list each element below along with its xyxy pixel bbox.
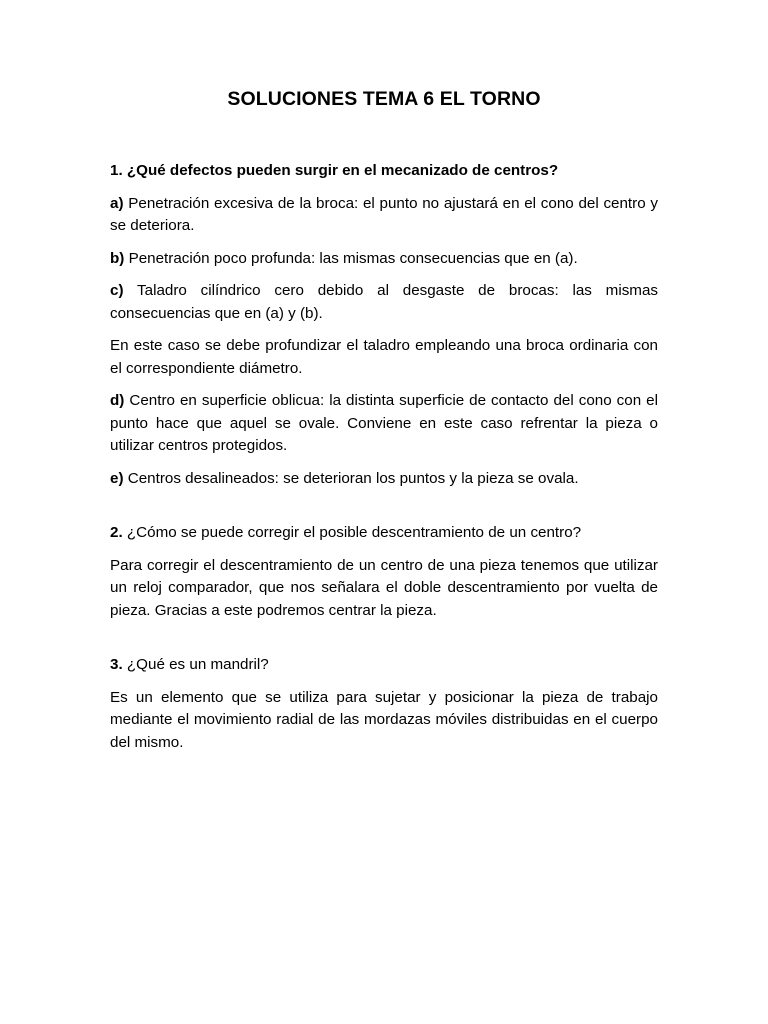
answer-e (110, 468, 658, 491)
answer-c-note: En este caso se debe profundizar el taladro empleando una broca ordinaria con el correspondiente diámetro. (110, 337, 658, 377)
answer-b-prefix: b) (110, 249, 125, 267)
answer-e-prefix: e) (110, 469, 124, 487)
answer-b-text: Penetración poco profunda: las mismas consecuencias que en (a). (128, 249, 578, 267)
answer-a (110, 193, 658, 238)
page-title: SOLUCIONES TEMA 6 EL TORNO (227, 88, 541, 110)
question-2-number: 2. (110, 524, 123, 541)
answer-b (110, 248, 658, 271)
question-3 (110, 654, 658, 677)
answer-3: Es un elemento que se utiliza para sujetar y posicionar la pieza de trabajo mediante el movimiento radial de las mordazas móviles distribuidas en el cuerpo del mismo. (110, 688, 658, 751)
section-gap (110, 632, 658, 654)
answer-a-prefix: a) (110, 194, 124, 212)
question-3-text: ¿Qué es un mandril? (126, 656, 269, 673)
section-gap (110, 500, 658, 522)
answer-c-prefix: c) (110, 282, 124, 299)
question-2 (110, 522, 658, 545)
answer-2: Para corregir el descentramiento de un centro de una pieza tenemos que utilizar un reloj comparador, que nos señalara el doble descentramiento por vuelta de pieza. Gracias a este podremos centrar la pieza. (110, 556, 658, 619)
answer-a-text: Penetración excesiva de la broca: el punto no ajustará en el cono del centro y se deteriora. (110, 194, 658, 234)
question-2-text: ¿Cómo se puede corregir el posible descentramiento de un centro? (126, 524, 582, 541)
answer-c-text: Taladro cilíndrico cero debido al desgaste de brocas: las mismas consecuencias que en (a) y (b). (110, 282, 658, 322)
question-3-number: 3. (110, 656, 123, 673)
answer-d (110, 390, 658, 458)
document-body (110, 160, 658, 764)
answer-d-text: Centro en superficie oblicua: la distinta superficie de contacto del cono con el punto hace que aquel se ovale. Conviene en este caso refrentar la pieza o utilizar centros protegidos. (110, 392, 658, 454)
answer-d-prefix: d) (110, 392, 125, 409)
answer-e-text: Centros desalineados: se deterioran los puntos y la pieza se ovala. (127, 469, 579, 487)
question-1: 1. ¿Qué defectos pueden surgir en el mecanizado de centros? (110, 162, 559, 179)
answer-c (110, 280, 658, 325)
